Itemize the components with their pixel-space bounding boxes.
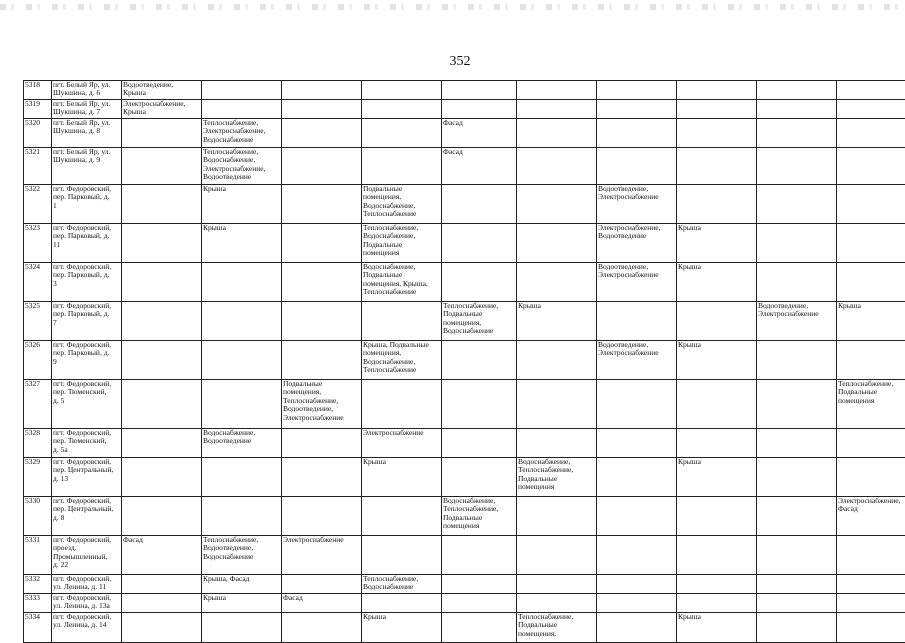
work-type-cell [202,613,282,643]
work-type-cell [757,224,837,263]
address-cell: пгт. Белый Яр, ул. Шукшина, д. 8 [52,119,122,148]
address-cell: пгт. Федоровский, проезд. Промышленный, д. 22 [52,536,122,575]
work-type-cell [757,341,837,380]
work-type-cell [837,263,905,302]
work-type-cell [362,119,442,148]
work-type-cell [442,458,517,497]
work-type-cell [442,185,517,224]
row-number: 5323 [24,224,52,263]
table-row [24,536,905,575]
row-number: 5325 [24,302,52,341]
work-type-cell: Электроснабжение [282,536,362,575]
row-number: 5321 [24,148,52,185]
work-type-cell [517,536,597,575]
work-type-cell [362,148,442,185]
row-number: 5327 [24,380,52,429]
work-type-cell [517,497,597,536]
address-cell: пгт. Белый Яр, ул. Шукшина, д. 9 [52,148,122,185]
work-type-cell [597,302,677,341]
work-type-cell [442,594,517,613]
work-type-cell [837,81,905,100]
work-type-cell [677,100,757,119]
work-type-cell [837,458,905,497]
work-type-cell: Водоснабжение, Теплоснабжение, Подвальные помещения [517,458,597,497]
work-type-cell [837,341,905,380]
work-type-cell [442,575,517,594]
work-type-cell: Крыша [202,594,282,613]
work-type-cell [677,302,757,341]
work-type-cell: Крыша [362,458,442,497]
work-type-cell [202,341,282,380]
work-type-cell [837,613,905,643]
address-cell: пгт. Федоровский, пер. Парковый, д. 3 [52,263,122,302]
work-type-cell [202,100,282,119]
row-number: 5326 [24,341,52,380]
work-type-cell [122,302,202,341]
work-type-cell [517,185,597,224]
work-type-cell [597,497,677,536]
work-type-cell: Фасад [442,148,517,185]
work-type-cell [282,224,362,263]
table-row [24,119,905,148]
work-type-cell [282,148,362,185]
table-row [24,613,905,643]
work-type-cell: Подвальные помещения, Теплоснабжение, Водоотведение, Электроснабжение [282,380,362,429]
work-type-cell [757,497,837,536]
row-number: 5324 [24,263,52,302]
work-type-cell [202,81,282,100]
work-type-cell [597,119,677,148]
work-type-cell [282,119,362,148]
work-type-cell [202,458,282,497]
work-type-cell [122,380,202,429]
row-number: 5319 [24,100,52,119]
work-type-cell [122,341,202,380]
work-type-cell [442,380,517,429]
work-type-cell: Теплоснабжение, Водоснабжение, Подвальные помещения [362,224,442,263]
work-type-cell [677,81,757,100]
work-type-cell [282,263,362,302]
address-cell: пгт. Федоровский, пер. Тюменский, д. 5 [52,380,122,429]
table-row [24,224,905,263]
row-number: 5332 [24,575,52,594]
work-type-cell [837,429,905,458]
work-type-cell: Водоснабжение, Теплоснабжение, Подвальные помещения [442,497,517,536]
work-type-cell [517,224,597,263]
work-type-cell: Водоотведение, Крыша [122,81,202,100]
work-type-cell: Электроснабжение, Крыша [122,100,202,119]
work-type-cell: Крыша [362,613,442,643]
work-type-cell [517,380,597,429]
table-row [24,81,905,100]
work-type-cell [362,594,442,613]
work-type-cell [517,594,597,613]
work-type-cell: Крыша [677,224,757,263]
work-type-cell [362,536,442,575]
work-type-cell [757,185,837,224]
work-type-cell: Водоотведение, Электроснабжение [597,263,677,302]
work-type-cell [282,575,362,594]
work-type-cell [837,119,905,148]
work-type-cell [517,81,597,100]
work-type-cell: Электроснабжение, Водоотведение [597,224,677,263]
address-cell: пгт. Федоровский, ул. Ленина, д. 13а [52,594,122,613]
work-type-cell: Электроснабжение, Фасад [837,497,905,536]
table-row [24,100,905,119]
row-number: 5320 [24,119,52,148]
table-row [24,263,905,302]
work-type-cell [282,185,362,224]
address-cell: пгт. Федоровский, пер. Центральный, д. 13 [52,458,122,497]
work-type-cell [442,224,517,263]
work-type-cell: Электроснабжение [362,429,442,458]
work-type-cell [517,341,597,380]
work-type-cell [837,575,905,594]
work-type-cell [442,429,517,458]
table-row [24,429,905,458]
work-type-cell [597,536,677,575]
row-number: 5331 [24,536,52,575]
work-type-cell: Подвальные помещения, Водоснабжение, Теплоснабжение [362,185,442,224]
work-type-cell [122,224,202,263]
work-type-cell: Водоотведение, Электроснабжение [757,302,837,341]
work-type-cell [517,429,597,458]
address-cell: пгт. Федоровский, пер. Парковый, д. 9 [52,341,122,380]
row-number: 5322 [24,185,52,224]
work-type-cell [677,148,757,185]
address-cell: пгт. Федоровский, пер. Парковый, д. 7 [52,302,122,341]
work-type-cell [122,119,202,148]
row-number: 5329 [24,458,52,497]
work-type-cell [837,185,905,224]
work-type-cell: Теплоснабжение, Водоснабжение, Электроснабжение, Водоотведение [202,148,282,185]
work-type-cell [442,100,517,119]
work-type-cell: Крыша [677,458,757,497]
work-type-cell [677,536,757,575]
work-type-cell [202,302,282,341]
work-type-cell [442,536,517,575]
table-row [24,185,905,224]
row-number: 5328 [24,429,52,458]
work-type-cell [597,594,677,613]
work-type-cell [282,341,362,380]
row-number: 5334 [24,613,52,643]
work-type-cell: Крыша [677,341,757,380]
work-type-cell: Теплоснабжение, Подвальные помещения, [517,613,597,643]
scan-artifact [0,4,905,10]
work-type-cell: Теплоснабжение, Водоснабжение [362,575,442,594]
work-type-cell [517,148,597,185]
work-type-cell [122,263,202,302]
work-type-cell: Крыша [677,613,757,643]
work-type-cell [282,302,362,341]
work-type-cell [597,148,677,185]
work-type-cell: Крыша, Фасад [202,575,282,594]
work-type-cell: Теплоснабжение, Электроснабжение, Водоснабжение [202,119,282,148]
address-cell: пгт. Белый Яр, ул. Шукшина, д. 7 [52,100,122,119]
address-cell: пгт. Федоровский, пер. Тюменский, д. 5а [52,429,122,458]
work-type-cell [757,613,837,643]
work-type-cell: Крыша [202,224,282,263]
work-type-cell [757,380,837,429]
repair-schedule-table [23,80,905,643]
work-type-cell [757,119,837,148]
work-type-cell: Крыша [202,185,282,224]
work-type-cell [282,458,362,497]
work-type-cell: Крыша [677,263,757,302]
work-type-cell: Теплоснабжение, Подвальные помещения [837,380,905,429]
work-type-cell: Водоснабжение, Водоотведение [202,429,282,458]
work-type-cell: Фасад [442,119,517,148]
table-row [24,497,905,536]
work-type-cell: Теплоснабжение, Подвальные помещения, Водоснабжение [442,302,517,341]
table-row [24,341,905,380]
work-type-cell [757,100,837,119]
address-cell: пгт. Федоровский, пер. Парковый, д. 1 [52,185,122,224]
work-type-cell: Крыша [517,302,597,341]
work-type-cell [597,380,677,429]
work-type-cell [362,497,442,536]
work-type-cell [677,594,757,613]
page-number: 352 [430,54,490,70]
work-type-cell [122,497,202,536]
address-cell: пгт. Федоровский, пер. Центральный, д. 8 [52,497,122,536]
table-row [24,148,905,185]
work-type-cell [202,263,282,302]
work-type-cell [122,148,202,185]
work-type-cell [442,341,517,380]
work-type-cell [837,224,905,263]
work-type-cell [757,575,837,594]
work-type-cell [837,100,905,119]
work-type-cell [757,594,837,613]
work-type-cell [677,119,757,148]
address-cell: пгт. Федоровский, ул. Ленина, д. 11 [52,575,122,594]
work-type-cell [517,100,597,119]
work-type-cell [677,185,757,224]
table-row [24,458,905,497]
work-type-cell: Водоснабжение, Подвальные помещения, Крыша, Теплоснабжение [362,263,442,302]
work-type-cell [202,497,282,536]
address-cell: пгт. Федоровский, ул. Ленина, д. 14 [52,613,122,643]
table-row [24,575,905,594]
work-type-cell [362,380,442,429]
work-type-cell [122,594,202,613]
work-type-cell [517,119,597,148]
work-type-cell: Крыша, Подвальные помещения, Водоснабжение, Теплоснабжение [362,341,442,380]
table-row [24,594,905,613]
work-type-cell [597,613,677,643]
work-type-cell [282,613,362,643]
work-type-cell [517,263,597,302]
table-row [24,380,905,429]
work-type-cell [677,380,757,429]
work-type-cell [202,380,282,429]
address-cell: пгт. Белый Яр, ул. Шукшина, д. 6 [52,81,122,100]
row-number: 5318 [24,81,52,100]
work-type-cell [677,497,757,536]
work-type-cell: Теплоснабжение, Водоотведение, Водоснабжение [202,536,282,575]
work-type-cell [442,81,517,100]
work-type-cell [362,100,442,119]
row-number: 5330 [24,497,52,536]
work-type-cell: Фасад [282,594,362,613]
work-type-cell [597,81,677,100]
work-type-cell [677,429,757,458]
work-type-cell [597,575,677,594]
work-type-cell [757,458,837,497]
work-type-cell [282,429,362,458]
work-type-cell [362,302,442,341]
work-type-cell [757,429,837,458]
work-type-cell [442,263,517,302]
work-type-cell [122,613,202,643]
work-type-cell [282,100,362,119]
work-type-cell [597,458,677,497]
work-type-cell [597,100,677,119]
work-type-cell [757,536,837,575]
row-number: 5333 [24,594,52,613]
address-cell: пгт. Федоровский, пер. Парковый, д. 11 [52,224,122,263]
work-type-cell [837,148,905,185]
work-type-cell: Фасад [122,536,202,575]
work-type-cell [282,81,362,100]
work-type-cell [597,429,677,458]
work-type-cell [757,81,837,100]
work-type-cell [757,263,837,302]
work-type-cell [122,185,202,224]
work-type-cell [362,81,442,100]
work-type-cell: Крыша [837,302,905,341]
work-type-cell [122,458,202,497]
work-type-cell [517,575,597,594]
work-type-cell [757,148,837,185]
work-type-cell: Водоотведение, Электроснабжение [597,185,677,224]
work-type-cell [282,497,362,536]
table-row [24,302,905,341]
work-type-cell: Водоотведение, Электроснабжение [597,341,677,380]
work-type-cell [837,594,905,613]
work-type-cell [837,536,905,575]
work-type-cell [677,575,757,594]
work-type-cell [442,613,517,643]
work-type-cell [122,429,202,458]
work-type-cell [122,575,202,594]
